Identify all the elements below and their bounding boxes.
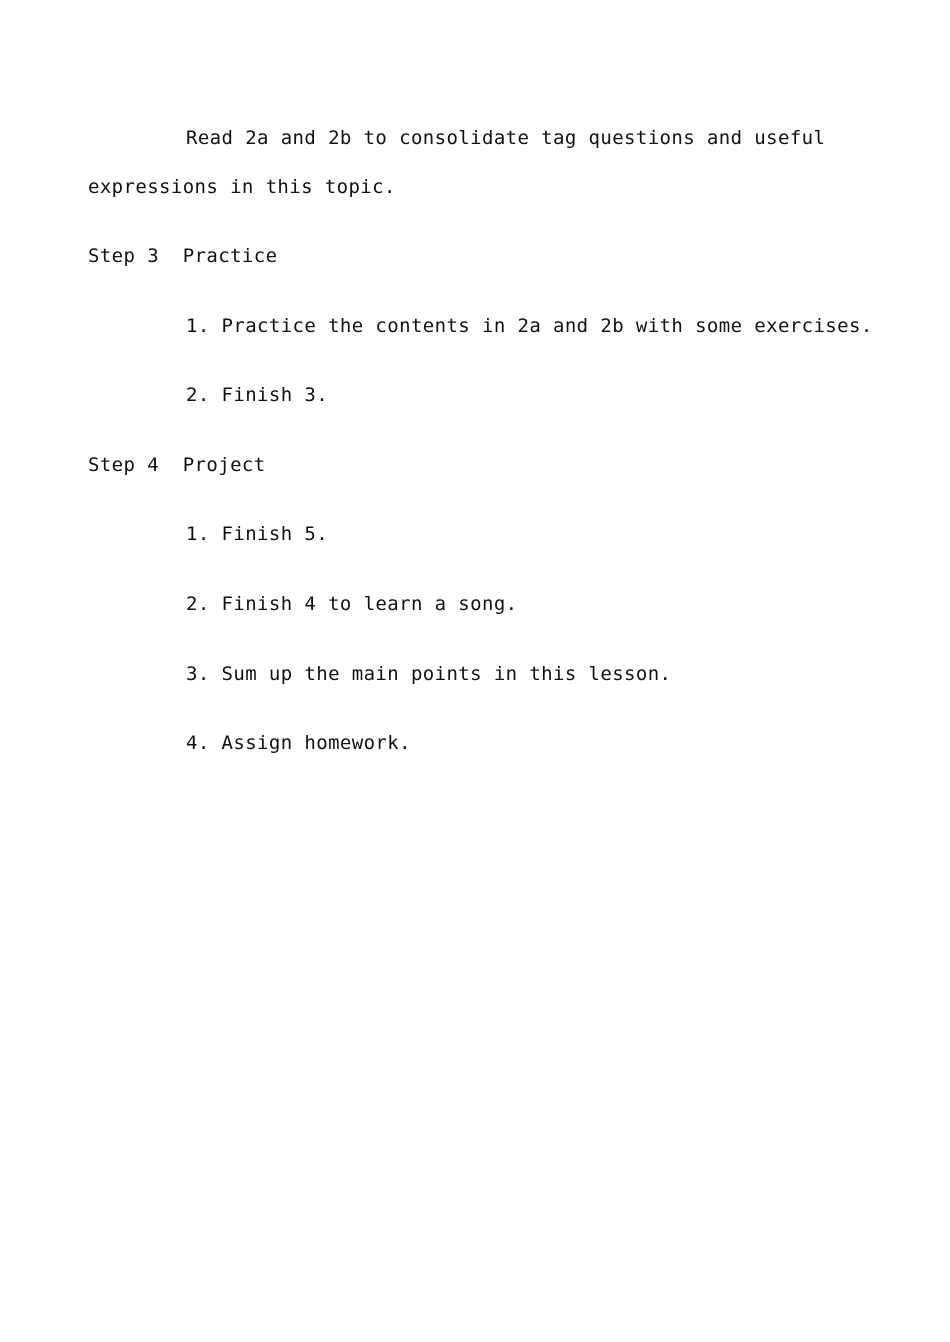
step3-heading: Step 3 Practice <box>88 245 278 267</box>
step4-item-3: 3. Sum up the main points in this lesson. <box>186 663 672 685</box>
intro-line-1: Read 2a and 2b to consolidate tag questions and useful <box>186 127 826 149</box>
step4-item-4: 4. Assign homework. <box>186 732 411 754</box>
step3-item-2: 2. Finish 3. <box>186 384 329 406</box>
intro-line-2: expressions in this topic. <box>88 176 396 198</box>
step4-item-1: 1. Finish 5. <box>186 523 329 545</box>
step3-item-1: 1. Practice the contents in 2a and 2b with some exercises. <box>186 315 873 337</box>
step4-item-2: 2. Finish 4 to learn a song. <box>186 593 518 615</box>
step4-heading: Step 4 Project <box>88 454 266 476</box>
